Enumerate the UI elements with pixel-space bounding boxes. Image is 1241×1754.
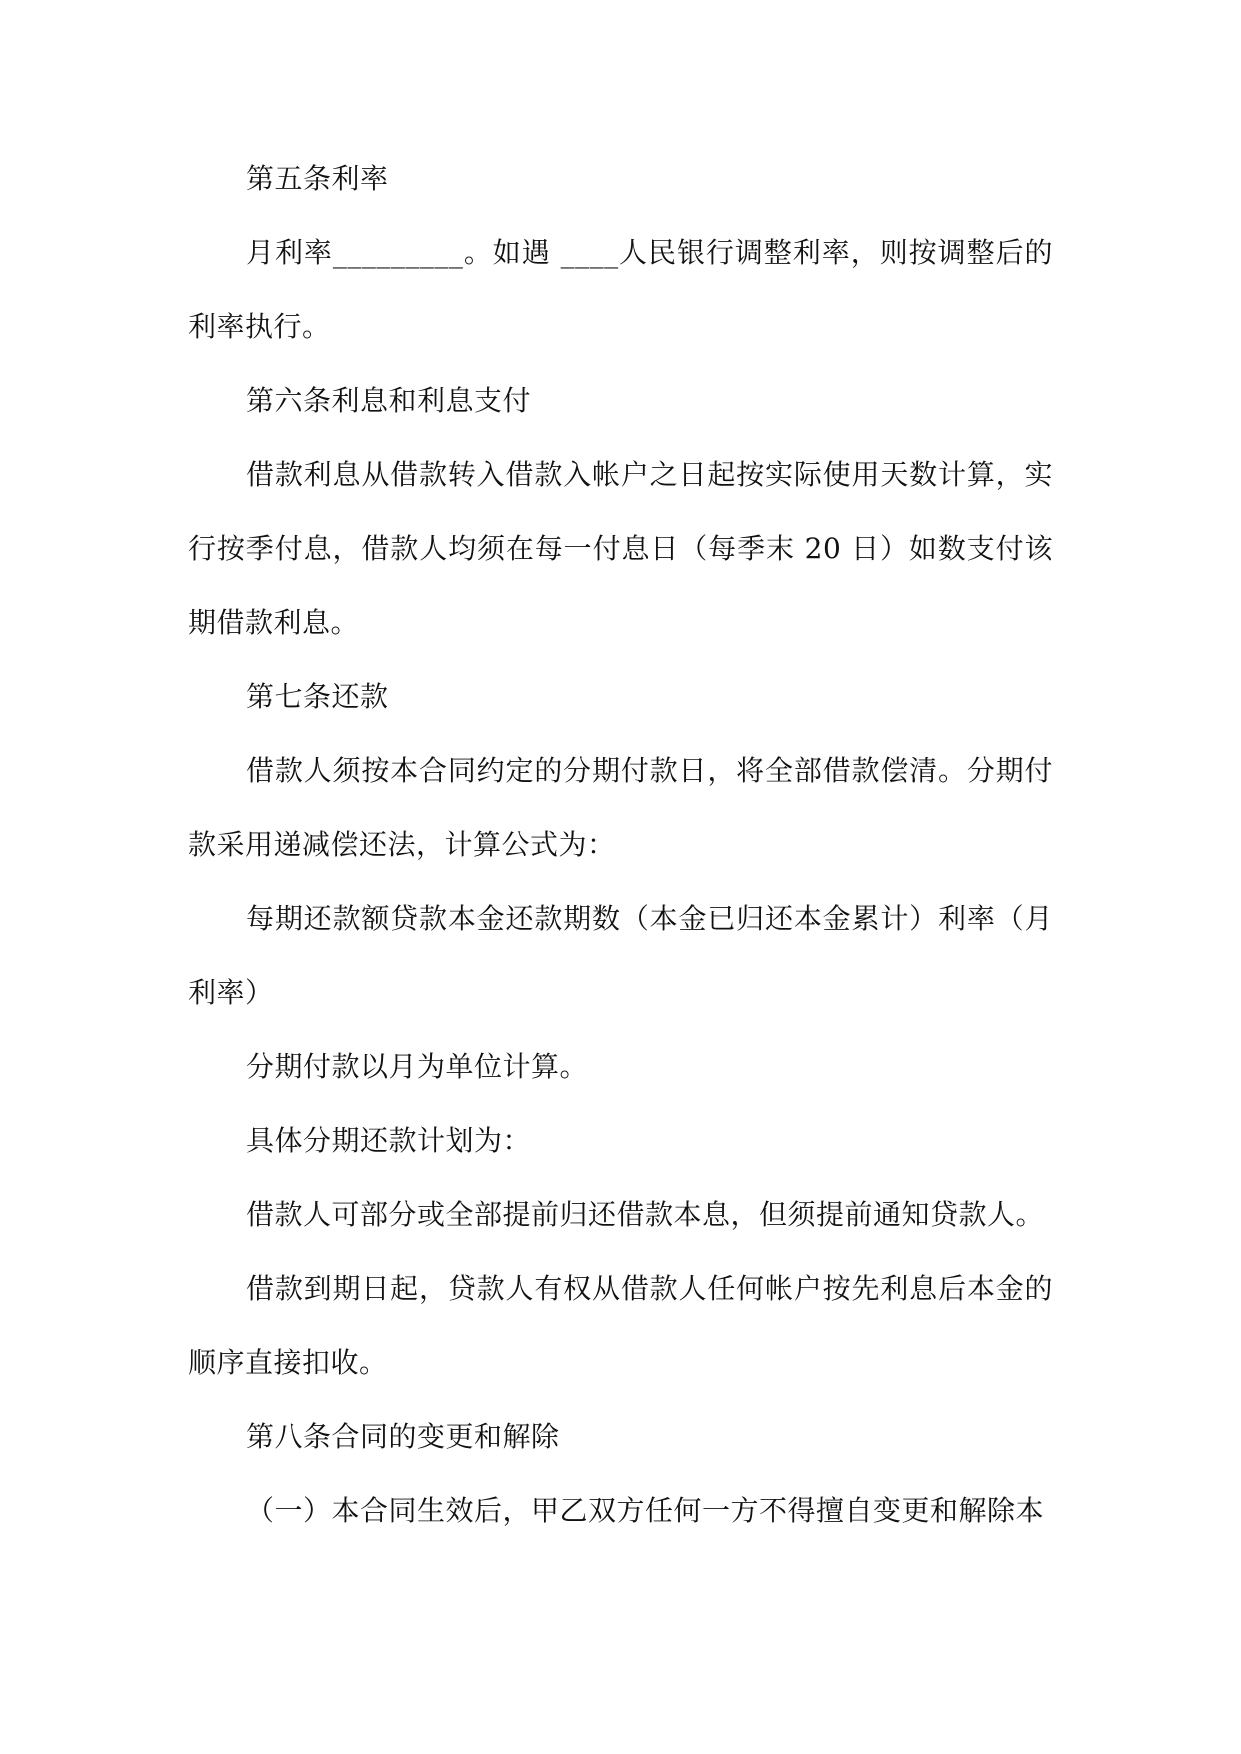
- heading-article-8: 第八条合同的变更和解除: [246, 1420, 560, 1453]
- heading-article-5: 第五条利率: [246, 162, 389, 195]
- heading-article-6: 第六条利息和利息支付: [246, 384, 532, 417]
- paragraph-monthly-rate: 月利率_________。如遇 ____人民银行调整利率，则按调整后的利率执行。: [188, 236, 1053, 343]
- paragraph-early-repayment: 借款人可部分或全部提前归还借款本息，但须提前通知贷款人。: [246, 1198, 1045, 1231]
- paragraph-repayment-formula: 每期还款额贷款本金还款期数（本金已归还本金累计）利率（月利率）: [188, 902, 1053, 1009]
- paragraph-repayment-method: 借款人须按本合同约定的分期付款日，将全部借款偿清。分期付款采用递减偿还法，计算公式为：: [188, 754, 1053, 861]
- heading-article-7: 第七条还款: [246, 680, 389, 713]
- paragraph-contract-change: （一）本合同生效后，甲乙双方任何一方不得擅自变更和解除本: [246, 1494, 1045, 1527]
- document-body: [188, 142, 1053, 1548]
- paragraph-monthly-unit: 分期付款以月为单位计算。: [246, 1050, 589, 1083]
- paragraph-interest-calculation: 借款利息从借款转入借款入帐户之日起按实际使用天数计算，实行按季付息，借款人均须在每一付息日（每季末 20 日）如数支付该期借款利息。: [188, 458, 1053, 639]
- paragraph-repayment-plan: 具体分期还款计划为：: [246, 1124, 532, 1157]
- paragraph-maturity-deduction: 借款到期日起，贷款人有权从借款人任何帐户按先利息后本金的顺序直接扣收。: [188, 1272, 1053, 1379]
